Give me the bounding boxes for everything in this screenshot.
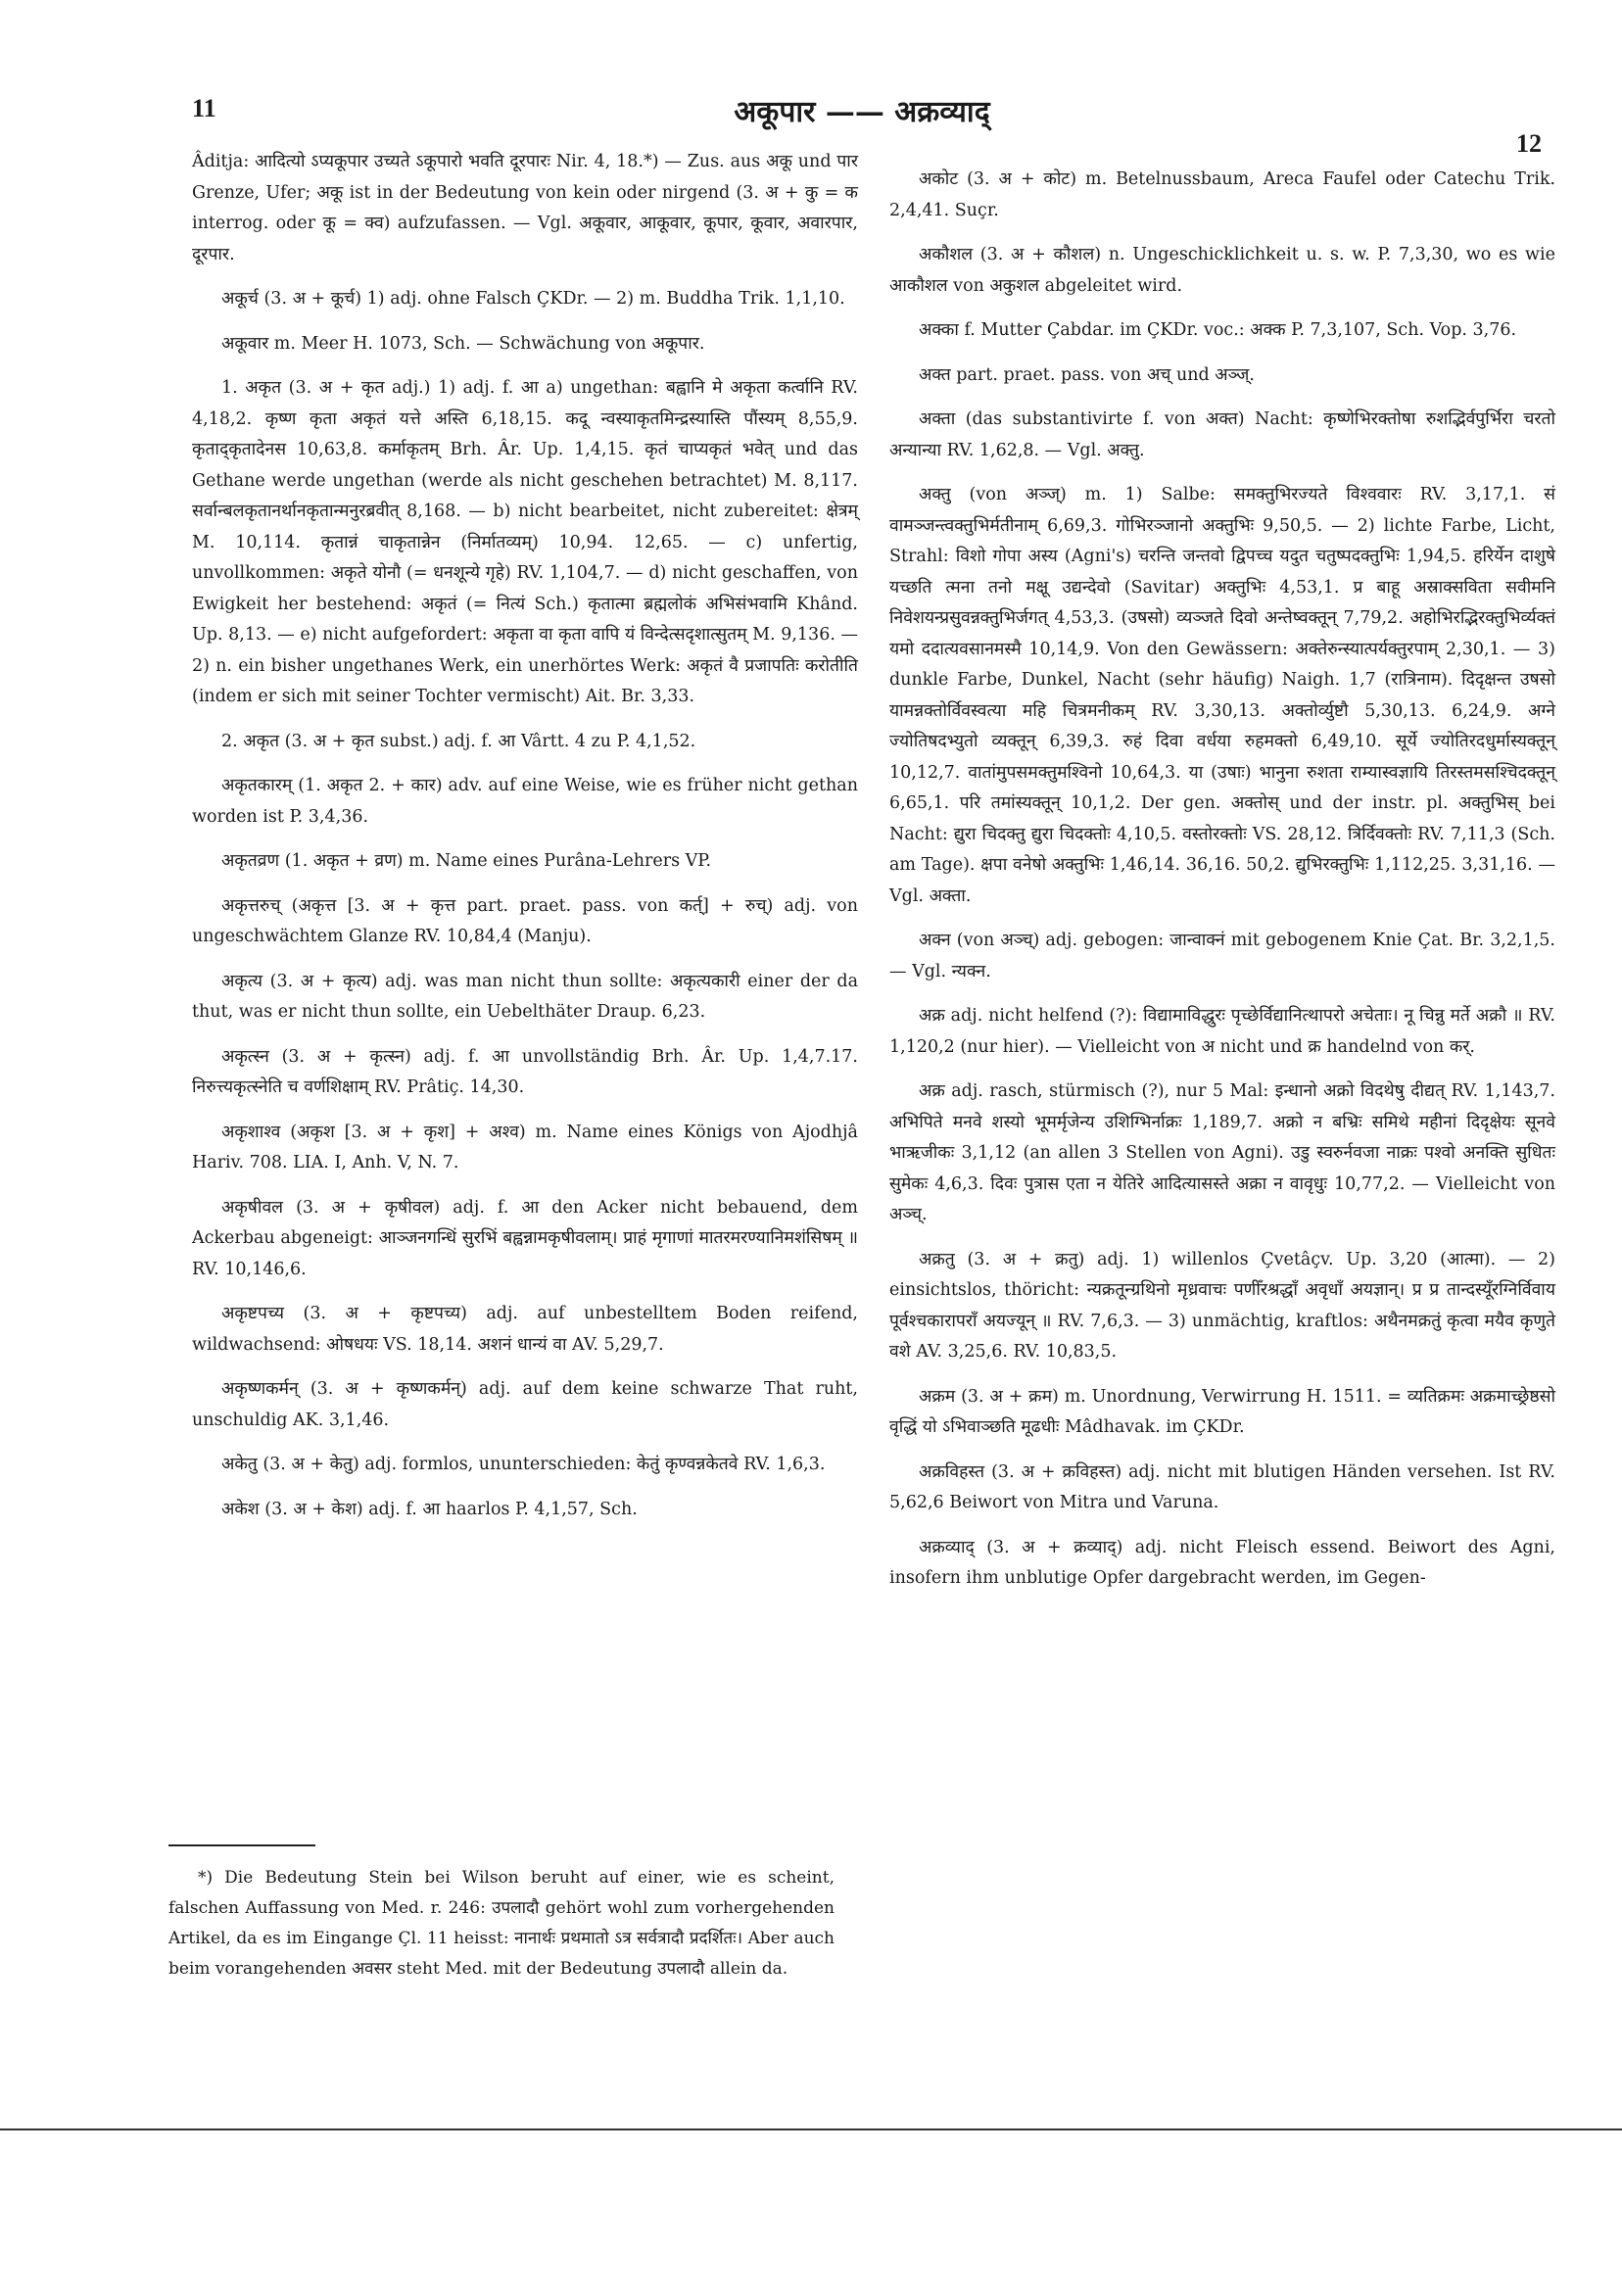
footnote (168, 1863, 835, 1985)
entry-akrta-1: 1. अकृत (3. अ + कृत adj.) 1) adj. f. आ a) ungethan: बह्वानि मे अकृता कर्त्वानि RV. 4,18,2. कृष्ण कृता अकृतं यत्ते अस्ति 6,18,15. कदू न्वस्याकृतमिन्द्रस्यास्ति पौंस्यम् 8,55,9. कृताद्कृतादेनस 10,63,8. कर्माकृतम् Brh. Âr. Up. 1,4,15. कृतं चाप्यकृतं भवेत् und das Gethane werde ungethan (werde als nicht geschehen betrachtet) M. 8,117. सर्वान्बलकृतानर्थानकृतान्मनुरब्रवीत् 8,168. — b) nicht bearbeitet, nicht zubereitet: क्षेत्रम् M. 10,114. कृतान्नं चाकृतान्नेन (निर्मातव्यम्) 10,94. 12,65. — c) unfertig, unvollkommen: अकृते योनौ (= धनशून्ये गृहे) RV. 1,104,7. — d) nicht geschaffen, von Ewigkeit her bestehend: अकृतं (= नित्यं Sch.) कृतात्मा ब्रह्मलोकं अभिसंभवामि Khând. Up. 8,13. — e) nicht aufgefordert: अकृता वा कृता वापि यं विन्देत्सदृशात्सुतम् M. 9,136. — 2) n. ein bisher ungethanes Werk, ein unerhörtes Werk: अकृतं वै प्रजापतिः करोतीति (indem er sich mit seiner Tochter vermischt) Ait. Br. 3,33. (192, 378, 858, 706)
entry-akra-1: अक्र adj. nicht helfend (?): विद्यामाविद्धुरः पृच्छेर्विद्यानित्थापरो अचेताः। नू चिन्नु मर्ते अक्रौ ॥ RV. 1,120,2 (nur hier). — Vielleicht von अ nicht und क्र handelnd von कर्. (889, 1006, 1555, 1057)
entry-akrama: अक्रम (3. अ + क्रम) m. Unordnung, Verwirrung H. 1511. = व्यतिक्रमः अक्रमाच्छ्रेष्ठसो वृद्धिं यो ऽभिवाञ्छति मूढधीः Mâdhavak. im ÇKDr. (889, 1386, 1555, 1437)
entry-akrsnakarman: अकृष्णकर्मन् (3. अ + कृष्णकर्मन्) adj. auf dem keine schwarze That ruht, unschuldig AK. 3,1,46. (192, 1379, 858, 1430)
entry-akota: अकोट (3. अ + कोट) m. Betelnussbaum, Areca Faufel oder Catechu Trik. 2,4,41. Suçr. (889, 169, 1555, 220)
entry-akrta-2: 2. अकृत (3. अ + कृत subst.) adj. f. आ Vârtt. 4 zu P. 4,1,52. (221, 731, 696, 751)
entry-akratu: अक्रतु (3. अ + क्रतु) adj. 1) willenlos Çvetâçv. Up. 3,20 (आत्मा). — 2) einsichtslos, thöricht: न्यक्रतून्ग्रथिनो मृध्रवाचः पणीँरश्रद्धाँ अवृधाँ अयज्ञान्। प्र प्र तान्दस्यूँरग्निर्विवाय पूर्वश्चकारापराँ अयज्यून् ॥ RV. 7,6,3. — 3) unmächtig, kraftlos: अथैनमक्रतुं कृत्वा मयैव कृणुते वशे AV. 3,25,6. RV. 10,83,5. (889, 1249, 1555, 1362)
entry-aktu: अक्तु (von अञ्ज्) m. 1) Salbe: समक्तुभिरज्यते विश्ववारः RV. 3,17,1. सं वामञ्जन्त्वक्तुभिर्मतीनाम् 6,69,3. गोभिरञ्जानो अक्तुभिः 9,50,5. — 2) lichte Farbe, Licht, Strahl: विशो गोपा अस्य (Agni's) चरन्ति जन्तवो द्विपच्च यदुत चतुष्पदक्तुभिः 1,94,5. हरिर्येन दाशुषे यच्छति त्मना तनो मक्षू उद्यन्देवो (Savitar) अक्तुभिः 4,53,1. प्र बाहू अस्राक्सविता सवीमनि निवेशयन्प्रसुवन्नक्तुभिर्जगत् 4,53,3. (उषसो) व्यञ्जते दिवो अन्तेष्वक्तून् 7,79,2. अहोभिरद्भिरक्तुभिर्व्यक्तं यमो ददात्यवसानमस्मै 10,14,9. Von den Gewässern: अक्तेरुन्स्यात्पर्यक्तुरपाम् 2,30,1. — 3) dunkle Farbe, Dunkel, Nacht (sehr häufig) Naigh. 1,7 (रात्रिनाम). दिदृक्षन्त उषसो यामन्नक्तोर्विवस्वत्या महि चित्रमनीकम् RV. 3,30,13. अक्तोर्व्युष्टौ 5,30,13. 6,24,9. अग्ने ज्योतिषदभ्युतो व्यक्तून् 6,39,3. रुहं दिवा वर्धया रुहमक्तो 6,49,10. सूर्ये ज्योतिरदधुर्मास्यक्तून् 10,12,7. वातांमुपसमक्तुमश्विनो 10,64,3. या (उषाः) भानुना रुशता राम्यास्वज्ञायि तिरस्तमसश्चिदक्तून् 6,65,1. परि तमांस्यक्तून् 10,1,2. Der gen. अक्तोस् und der instr. pl. अक्तुभिस् bei Nacht: द्युरा चिदक्तु द्युरा चिदक्तोः 4,10,5. वस्तोरक्तोः VS. 28,12. त्रिर्दिवक्तोः RV. 7,11,3 (Sch. am Tage). क्षपा वनेषो अक्तुभिः 1,46,14. 36,16. 50,2. द्युभिरक्तुभिः 1,112,25. 3,31,16. — Vgl. अक्ता. (889, 485, 1555, 906)
entry-akurca: अकूर्च (3. अ + कूर्च) 1) adj. ohne Falsch ÇKDr. — 2) m. Buddha Trik. 1,1,10. (221, 289, 845, 309)
entry-akravyad: अक्रव्याद् (3. अ + क्रव्याद्) adj. nicht Fleisch essend. Beiwort des Agni, insofern ihm unblutige Opfer dargebracht werden, im Gegen- (889, 1537, 1555, 1588)
entry-akuvara: अकूवार m. Meer H. 1073, Sch. — Schwächung von अकूपार. (221, 333, 705, 354)
entry-akrtavrana: अकृतव्रण (1. अकृत + व्रण) m. Name eines Purâna-Lehrers VP. (221, 851, 712, 871)
entry-akrtya: अकृत्य (3. अ + कृत्य) adj. was man nicht thun sollte: अकृत्यकारी einer der da thut, was er nicht thun sollte, ein Uebelthäter Draup. 6,23. (192, 971, 858, 1022)
entry-akrtakaram: अकृतकारम् (1. अकृत 2. + कार) adv. auf eine Weise, wie es früher nicht gethan worden ist P. 3,4,36. (192, 776, 858, 827)
entry-akta-f: अक्ता (das substantivirte f. von अक्त) Nacht: कृष्णेभिरक्तोषा रुशद्भिर्वपुर्भिरा चरतो अन्यान्या RV. 1,62,8. — Vgl. अक्तु. (889, 409, 1555, 460)
entry-akrtsna: अकृत्स्न (3. अ + कृत्स्न) adj. f. आ unvollständig Brh. Âr. Up. 1,4,7.17. निरुत्त्यकृत्स्नेति च वर्णशिक्षाम् RV. Prâtiç. 14,30. (192, 1046, 858, 1097)
entry-akausala: अकौशल (3. अ + कौशल) n. Ungeschicklichkeit u. s. w. P. 7,3,30, wo es wie आकौशल von अकुशल abgeleitet wird. (889, 245, 1555, 296)
right-column (889, 165, 1555, 1608)
entry-akka: अक्का f. Mutter Çabdar. im ÇKDr. voc.: अक्क P. 7,3,107, Sch. Vop. 3,76. (919, 320, 1517, 340)
footnote-text: *) Die Bedeutung Stein bei Wilson beruht auf einer, wie es scheint, falschen Auffassung von Med. r. 246: उपलादौ gehört wohl zum vorhergehenden Artikel, da es im Eingange Çl. 11 heisst: नानार्थः प्रथमातो ऽत्र सर्वत्रादौ प्रदर्शितः। Aber auch beim vorangehenden अवसर steht Med. mit der Bedeutung उपलादौ allein da. (168, 1868, 835, 1979)
left-column (192, 147, 858, 1539)
entry-akrsivala: अकृषीवल (3. अ + कृषीवल) adj. f. आ den Acker nicht bebauend, dem Ackerbau abgeneigt: आञ्जनगन्धिं सुरभिं बह्वन्नामकृषीवलाम्। प्राहं मृगाणां मातरमरण्यानिमशंसिषम् ॥ RV. 10,146,6. (192, 1197, 858, 1279)
footnote-rule (168, 1844, 315, 1846)
running-head: अकूपार —— अक्रव्याद् (734, 95, 990, 129)
entry-akupara: Âditja: आदित्यो ऽप्यकूपार उच्यते ऽकूपारो भवति दूरपारः Nir. 4, 18.*) — Zus. aus अकू und पार Grenze, Ufer; अकू ist in der Bedeutung von kein oder nirgend (3. अ + कु = क interrog. oder कू = क्व) aufzufassen. — Vgl. अकूवार, आकूवार, कूपार, कूवार, अवारपार, दूरपार. (192, 152, 858, 264)
entry-akravihasta: अक्रविहस्त (3. अ + क्रविहस्त) adj. nicht mit blutigen Händen versehen. Ist RV. 5,62,6 Beiwort von Mitra und Varuna. (889, 1461, 1555, 1512)
entry-akrstapacya: अकृष्टपच्य (3. अ + कृष्टपच्य) adj. auf unbestelltem Boden reifend, wildwachsend: ओषधयः VS. 18,14. अशनं धान्यं वा AV. 5,29,7. (192, 1304, 858, 1355)
entry-akra-2: अक्र adj. rasch, stürmisch (?), nur 5 Mal: इन्धानो अक्रो विदथेषु दीद्यत् RV. 1,143,7. अभिपिते मनवे शस्यो भूमर्मृजेन्य उशिग्भिर्नाक्रः 1,189,7. अक्रो न बभ्रिः समिथे महीनां दिदृक्षेयः सूनवे भाऋजीकः 3,1,12 (an allen 3 Stellen von Agni). उडु स्वरुर्नवजा नाक्रः पश्वो अनक्ति सुधितः सुमेकः 4,6,3. दिवः पुत्रास एता न येतिरे आदित्यासस्ते अक्रा न वावृधुः 10,77,2. — Vielleicht von अञ्च्. (889, 1081, 1555, 1224)
entry-akrttaruc: अकृत्तरुच् (अकृत्त [3. अ + कृत्त part. praet. pass. von कर्त्] + रुच्) adj. von ungeschwächtem Glanze RV. 10,84,4 (Manju). (192, 895, 858, 946)
entry-aketu: अकेतु (3. अ + केतु) adj. formlos, ununterschieden: केतुं कृण्वन्नकेतवे RV. 1,6,3. (221, 1455, 826, 1474)
page-number-left: 11 (192, 94, 216, 122)
bottom-rule (0, 2129, 1622, 2130)
entry-akrsasva: अकृशाश्व (अकृश [3. अ + कृश] + अश्व) m. Name eines Königs von Ajodhjâ Hariv. 708. LIA. I, Anh. V, N. 7. (192, 1122, 858, 1172)
entry-akesa: अकेश (3. अ + केश) adj. f. आ haarlos P. 4,1,57, Sch. (221, 1499, 638, 1519)
entry-akna: अक्न (von अञ्च्) adj. gebogen: जान्वाक्नं mit gebogenem Knie Çat. Br. 3,2,1,5. — Vgl. न्यक्न. (889, 931, 1555, 981)
page-number-right: 12 (1516, 129, 1542, 158)
entry-akta: अक्त part. praet. pass. von अच् und अञ्ज्. (919, 364, 1255, 385)
